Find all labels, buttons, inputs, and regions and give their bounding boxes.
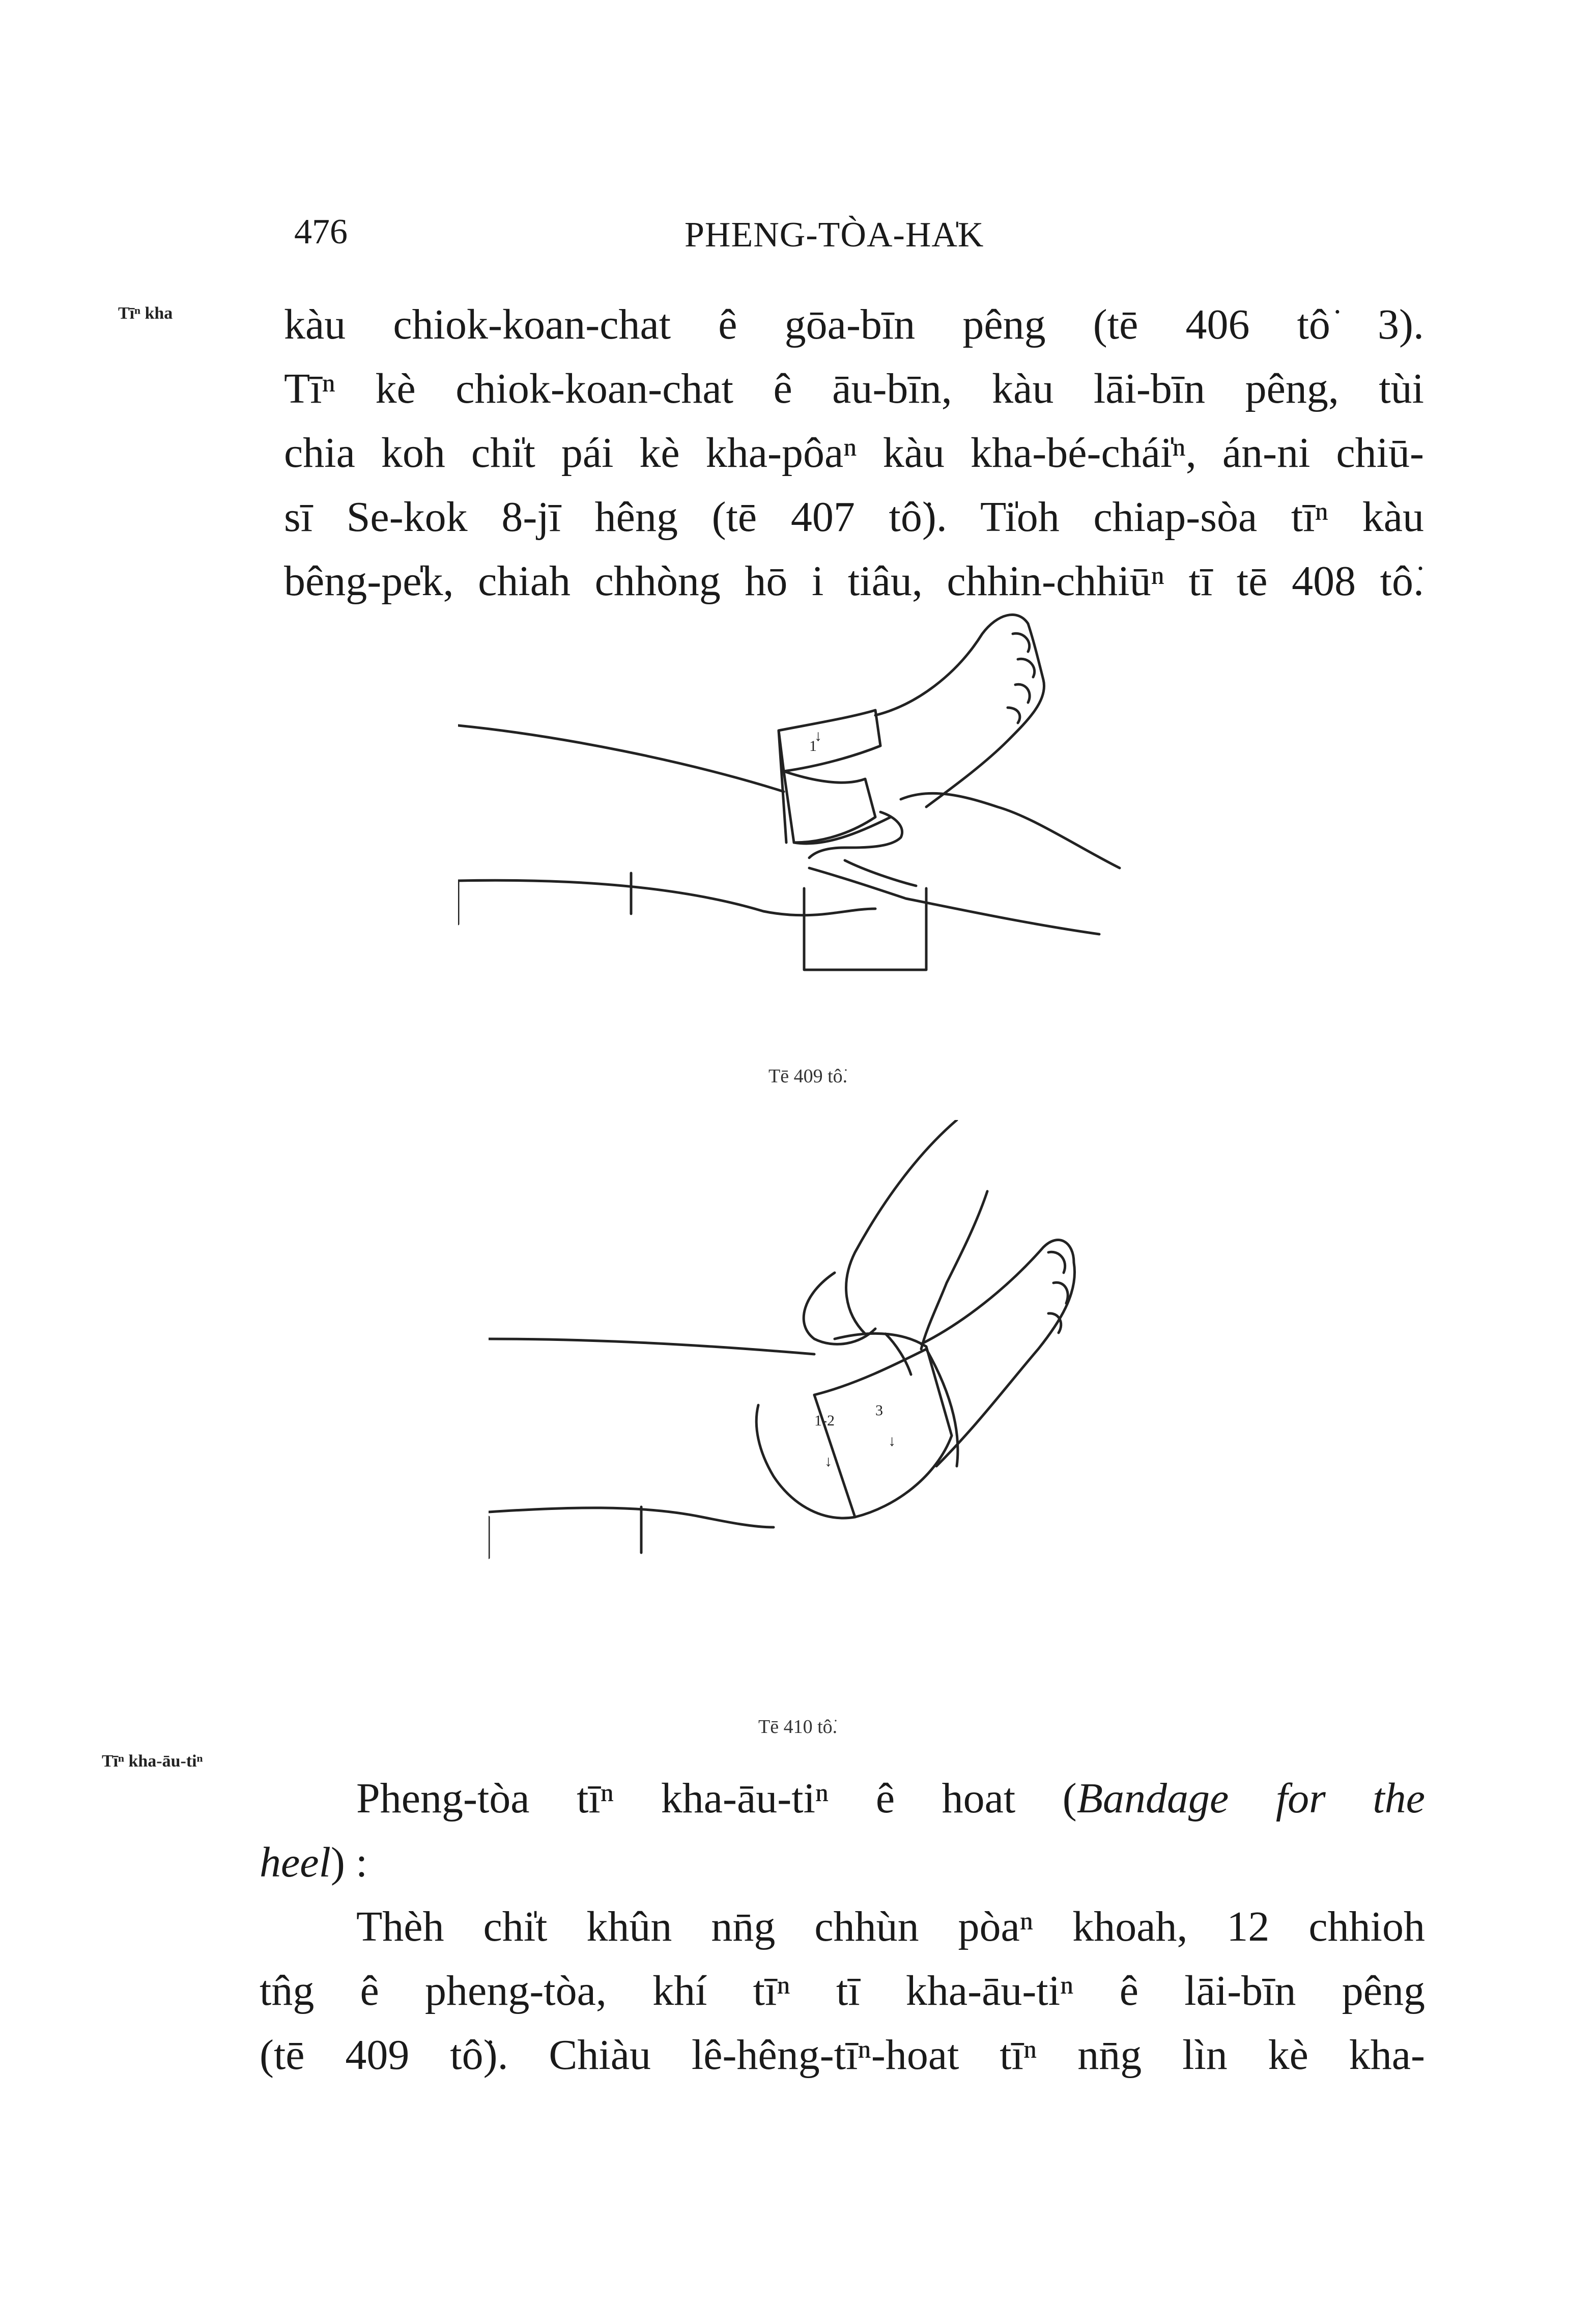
paragraph (284, 293, 1424, 613)
text-line: kàu chiok-koan-chat ê gōa-bīn pêng (tē 406 tô͘ 3). (284, 301, 1424, 348)
text-span: ) : (330, 1839, 368, 1886)
bandage-outline (756, 1405, 855, 1518)
paragraph (260, 1767, 1425, 2087)
text-line: tn̂g ê pheng-tòa, khí tīⁿ tī kha-āu-tiⁿ ê lāi-bīn pêng (260, 1967, 1425, 2014)
text-line (260, 1767, 1425, 1831)
leg-outline (458, 725, 784, 792)
text-span: heel (260, 1839, 331, 1886)
toe-outline (1048, 1313, 1061, 1333)
hand-outline (886, 1334, 911, 1375)
page-number: 476 (294, 212, 348, 251)
leg-outline (489, 1339, 814, 1354)
hand-outline (809, 868, 1099, 934)
bandage-outline (784, 771, 875, 843)
text-line (260, 1831, 1425, 1895)
figure-caption: Tē 410 tô͘. (758, 1716, 838, 1738)
text-line: Tīⁿ kè chiok-koan-chat ê āu-bīn, kàu lāi-bīn pêng, tùi (284, 365, 1424, 412)
bandage-outline (794, 817, 891, 844)
bandage-arrow: ↓ (814, 727, 822, 744)
bandage-label: 1-2 (814, 1412, 835, 1429)
margin-note: Tīⁿ kha (118, 304, 173, 323)
bandage-label: 1 (809, 738, 817, 754)
text-span: Pheng-tòa tīⁿ kha-āu-tiⁿ ê hoat ( (356, 1775, 1077, 1822)
text-line: sī Se-kok 8-jī hêng (tē 407 tô͘). Ti̍oh chiap-sòa tīⁿ kàu (284, 493, 1424, 541)
toe-outline (1048, 1252, 1065, 1273)
bandage-arrow: ↓ (824, 1453, 832, 1470)
text-span: Bandage for the (1076, 1775, 1425, 1822)
leg-outline (458, 880, 875, 915)
toe-outline (1008, 708, 1020, 723)
bandage-label: 3 (875, 1402, 883, 1419)
hand-outline (901, 793, 1120, 868)
foot-outline (926, 624, 1044, 807)
margin-note: Tīⁿ kha-āu-tiⁿ (102, 1752, 203, 1771)
figure-caption: Tē 409 tô͘. (768, 1066, 848, 1087)
text-line: chia koh chi̍t pái kè kha-pôaⁿ kàu kha-bé-chái̍ⁿ, án-ni chiū- (284, 429, 1424, 477)
toe-outline (1018, 659, 1035, 677)
bandage-outline (779, 710, 880, 771)
leg-outline (489, 1508, 774, 1527)
toe-outline (1053, 1282, 1068, 1303)
support-block (804, 888, 926, 970)
heel-bandage-figure (489, 1120, 1221, 1690)
text-line: bêng-pe̍k, chiah chhòng hō i tiâu, chhin-chhiūⁿ tī tē 408 tô͘. (284, 557, 1424, 605)
toe-outline (1013, 633, 1030, 652)
toe-outline (1015, 684, 1030, 703)
hand-outline (846, 1120, 957, 1334)
text-line (260, 1895, 1425, 1959)
text-span: Thèh chi̍t khûn nn̄g chhùn pòaⁿ khoah, 12 chhioh (356, 1903, 1425, 1950)
running-title: PHENG-TÒA-HA̍K (685, 215, 984, 255)
bandage-arrow: ↓ (888, 1433, 896, 1449)
ankle-bandage-figure (458, 603, 1252, 1041)
foot-outline (875, 615, 1028, 715)
text-line: (tē 409 tô͘). Chiàu lê-hêng-tīⁿ-hoat tīⁿ nn̄g lìn kè kha- (260, 2031, 1425, 2079)
